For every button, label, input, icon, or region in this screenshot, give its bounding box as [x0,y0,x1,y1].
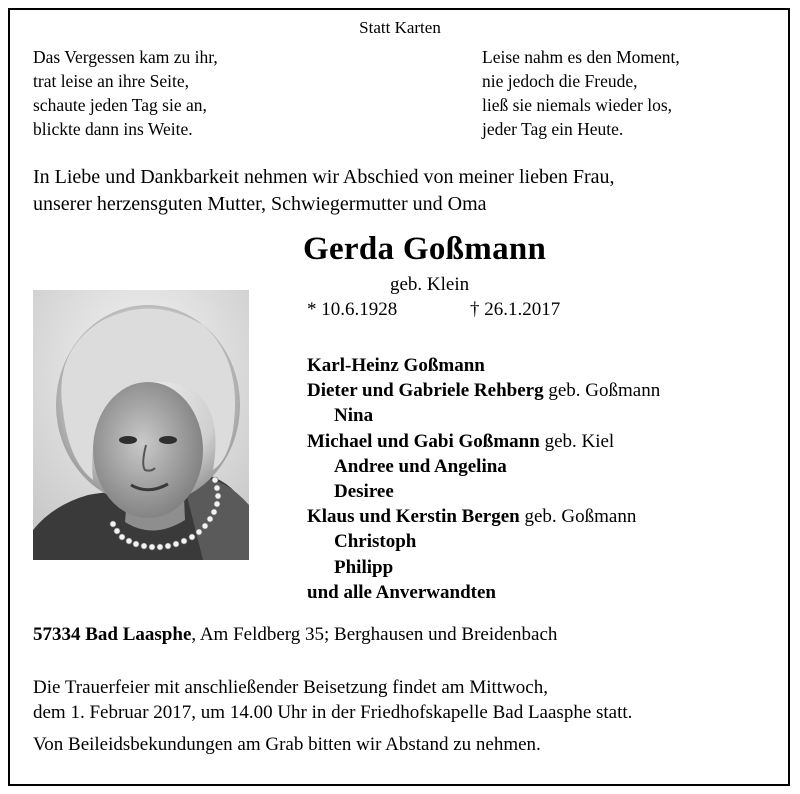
family-line [307,555,660,580]
poem-line: nie jedoch die Freude, [482,71,638,91]
family-name: Desiree [334,480,394,502]
address-city: 57334 Bad Laasphe [33,624,192,645]
deceased-name: Gerda Goßmann [303,231,547,267]
family-name: Philipp [334,556,394,578]
poem-line: blickte dann ins Weite. [33,119,193,139]
poem-right [482,45,680,141]
family-list [307,353,660,605]
poem-line: jeder Tag ein Heute. [482,119,624,139]
poem-line: ließ sie niemals wieder los, [482,95,673,115]
service-info [33,675,632,725]
family-line [307,403,660,428]
poem-line: trat leise an ihre Seite, [33,71,189,91]
family-note: geb. Kiel [539,430,615,452]
address-rest: , Am Feldberg 35; Berghausen und Breidenbach [191,624,558,645]
death-date: † 26.1.2017 [470,299,561,320]
family-line [307,378,660,403]
family-line [307,429,660,454]
portrait-photo [33,290,249,560]
poem-line: Leise nahm es den Moment, [482,47,680,67]
maiden-name: geb. Klein [390,274,470,295]
address-line [33,624,557,646]
family-note: geb. Goßmann [519,506,637,528]
family-name: Nina [334,405,374,427]
intro-text [33,164,615,218]
family-line [307,353,660,378]
family-line [307,454,660,479]
family-name: Karl-Heinz Goßmann [307,355,485,376]
poem-line: schaute jeden Tag sie an, [33,95,207,115]
family-line [307,529,660,554]
poem-left [33,45,218,141]
family-line [307,504,660,529]
family-name: Dieter und Gabriele Rehberg [307,380,544,402]
family-line [307,479,660,504]
family-name: Christoph [334,531,417,553]
service-line: Die Trauerfeier mit anschließender Beisetzung findet am Mittwoch, [33,677,548,698]
intro-line: In Liebe und Dankbarkeit nehmen wir Abschied von meiner lieben Frau, [33,166,615,188]
family-name: Andree und Angelina [334,455,507,477]
family-note: geb. Goßmann [543,380,661,402]
intro-line: unserer herzensguten Mutter, Schwiegermutter und Oma [33,193,487,215]
family-line [307,580,660,605]
family-name: Klaus und Kerstin Bergen [307,506,520,528]
birth-date: * 10.6.1928 [307,299,398,320]
service-line: dem 1. Februar 2017, um 14.00 Uhr in der Friedhofskapelle Bad Laasphe statt. [33,702,633,723]
condolence-request: Von Beileidsbekundungen am Grab bitten wir Abstand zu nehmen. [33,734,541,755]
family-name: und alle Anverwandten [307,581,496,603]
family-name: Michael und Gabi Goßmann [307,430,540,452]
poem-line: Das Vergessen kam zu ihr, [33,47,218,67]
header-statt-karten: Statt Karten [359,18,441,37]
